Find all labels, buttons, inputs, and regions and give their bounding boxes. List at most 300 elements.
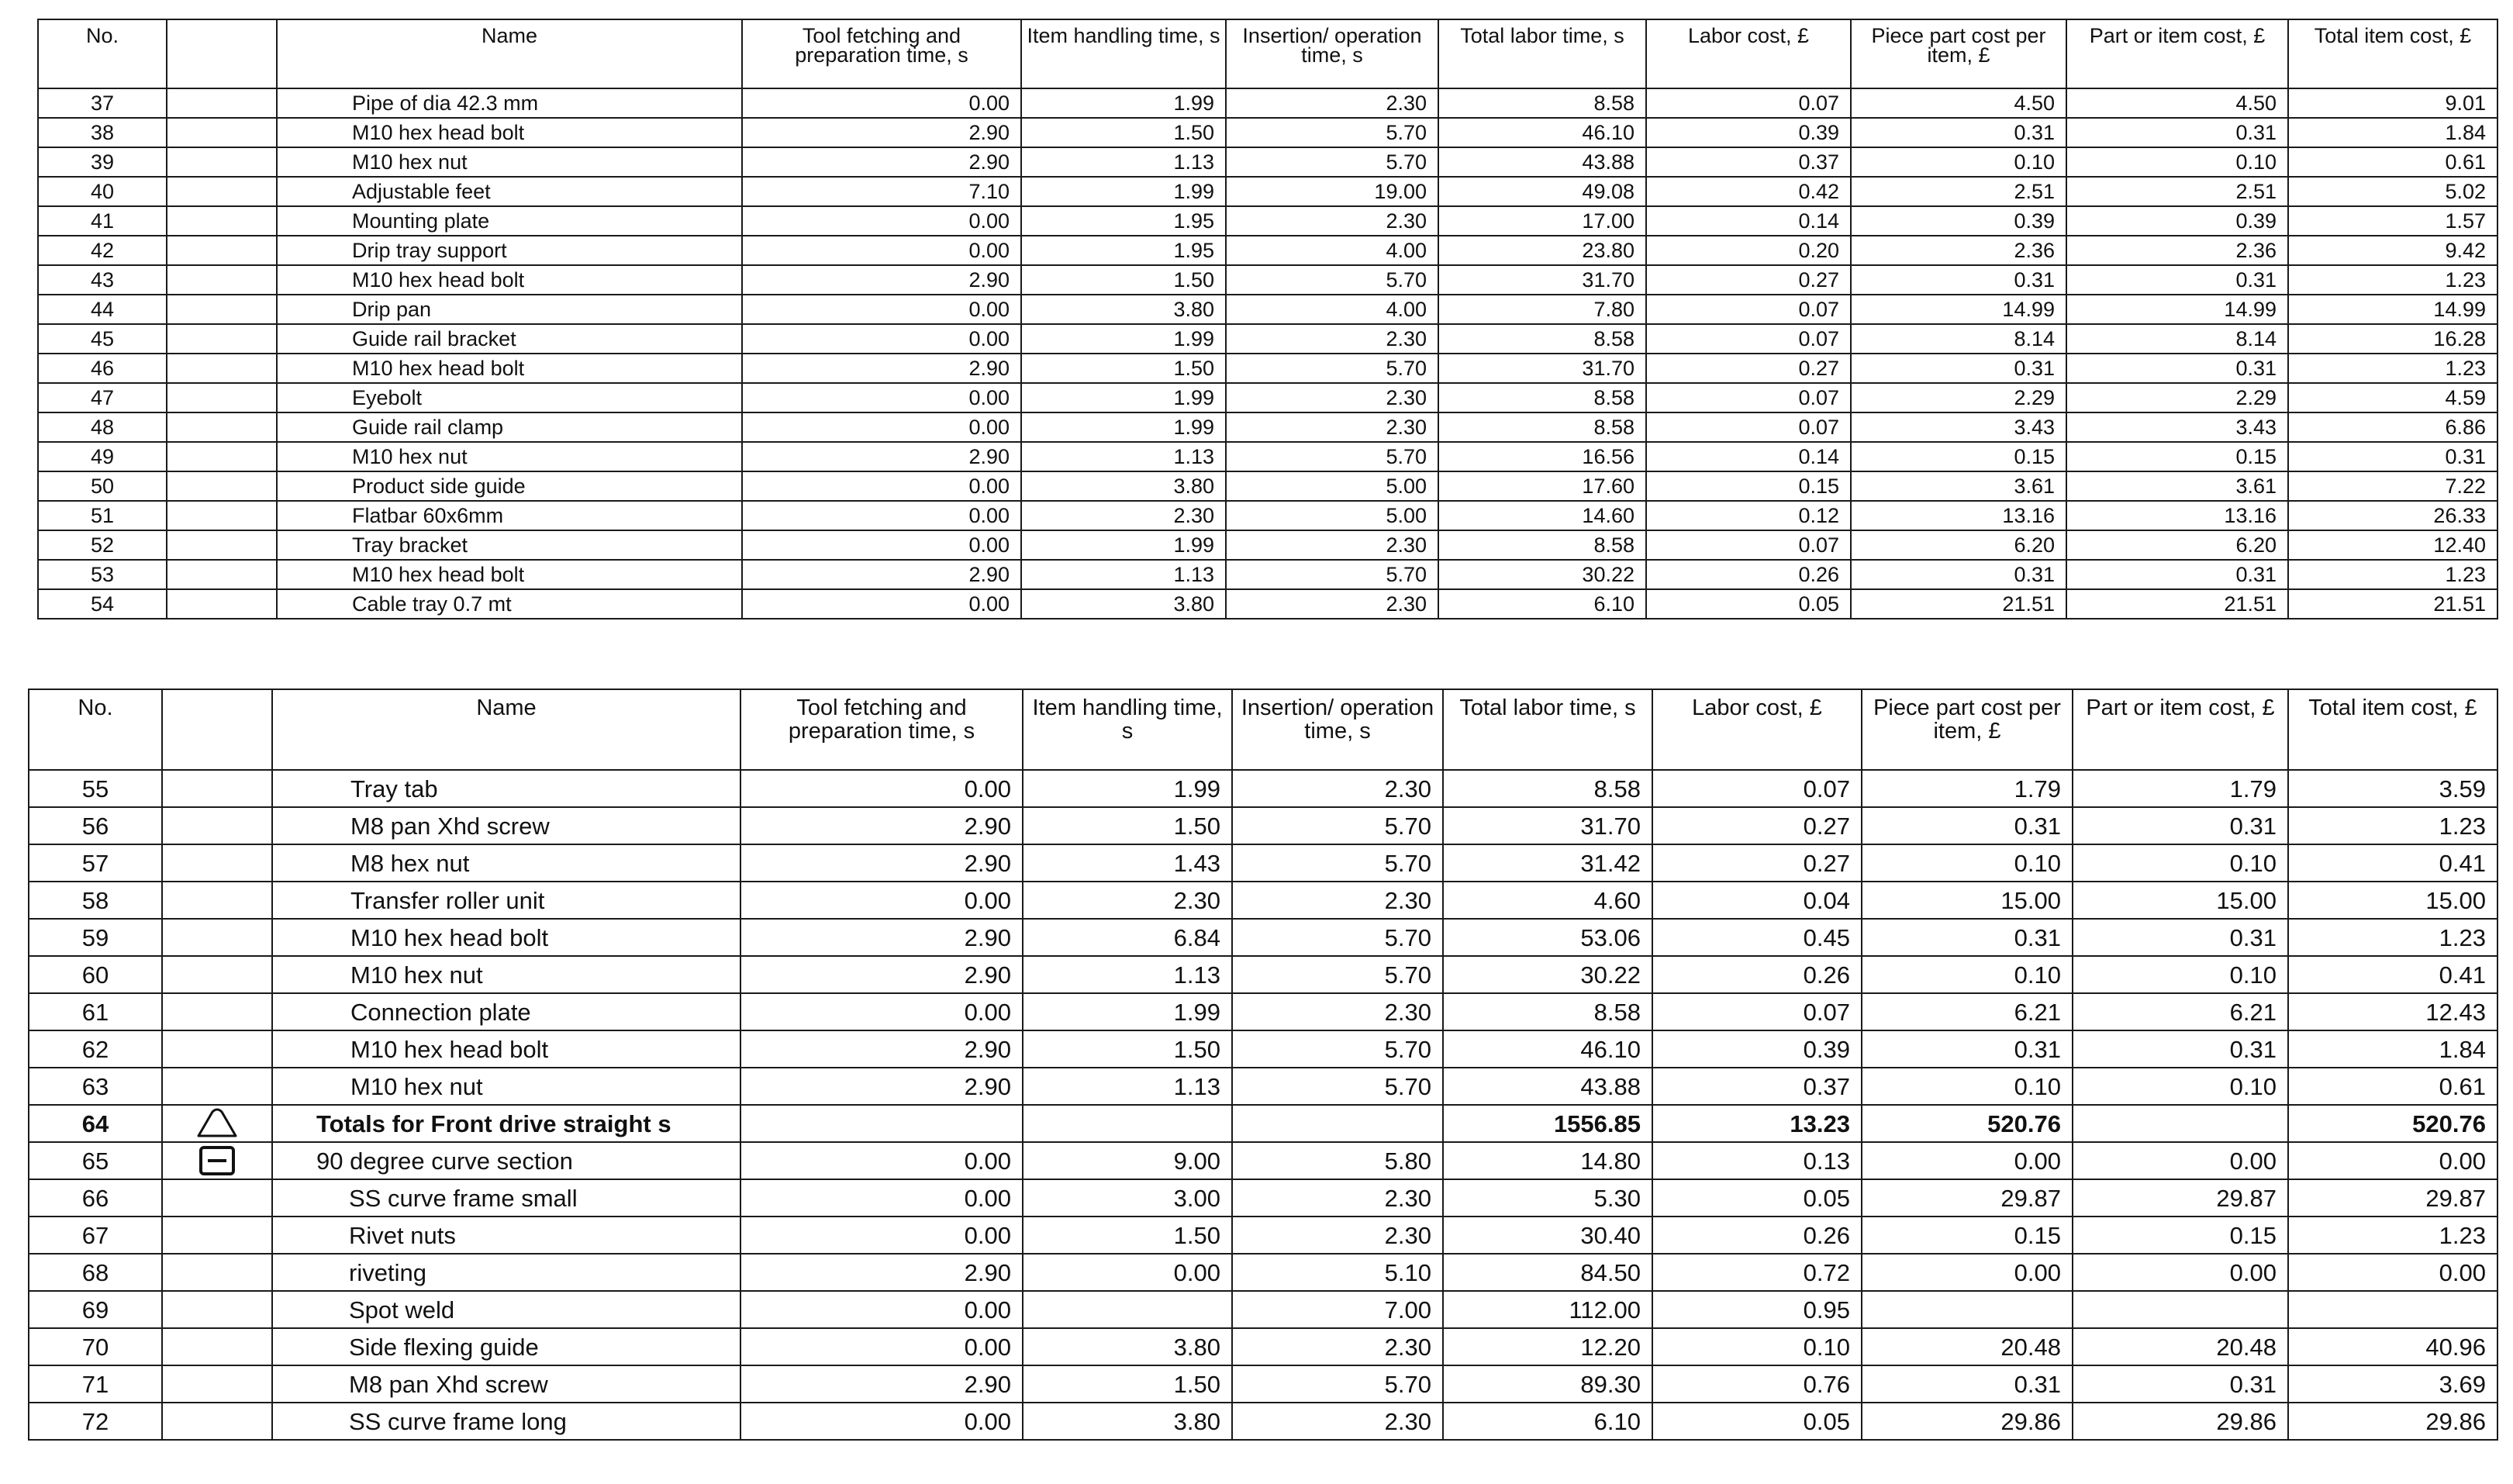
cell-no: 51: [38, 501, 167, 530]
cell-part-cost: [2073, 1291, 2288, 1328]
cell-icon: [167, 177, 277, 206]
cell-piece-cost: 0.31: [1862, 1030, 2073, 1068]
cell-total-cost: [2288, 1291, 2497, 1328]
cell-tool-time: 0.00: [742, 236, 1021, 265]
cell-part-cost: 0.31: [2066, 265, 2288, 295]
table-row: [38, 589, 2497, 619]
cell-total-cost: 15.00: [2288, 882, 2497, 919]
cell-piece-cost: 0.15: [1851, 442, 2066, 471]
col-header-icon: [162, 689, 272, 770]
cell-insertion-time: 2.30: [1232, 1179, 1443, 1217]
cell-icon: [167, 147, 277, 177]
cell-insertion-time: 2.30: [1226, 383, 1438, 412]
cell-total-cost: 9.42: [2288, 236, 2497, 265]
cell-handling-time: 1.50: [1021, 354, 1226, 383]
cell-part-cost: 14.99: [2066, 295, 2288, 324]
cell-insertion-time: 2.30: [1226, 206, 1438, 236]
cell-icon: [162, 1030, 272, 1068]
cell-tool-time: 0.00: [740, 770, 1023, 807]
col-header-part-cost: Part or item cost, £: [2073, 689, 2288, 770]
cell-handling-time: 1.99: [1021, 177, 1226, 206]
cell-piece-cost: 2.29: [1851, 383, 2066, 412]
cell-piece-cost: 0.31: [1851, 560, 2066, 589]
col-header-no: No.: [38, 19, 167, 88]
cell-tool-time: 2.90: [742, 118, 1021, 147]
cell-labor-time: 8.58: [1438, 530, 1646, 560]
cost-table-2: [28, 689, 2498, 1441]
cell-tool-time: 2.90: [740, 807, 1023, 844]
table-row: [29, 1328, 2497, 1365]
cell-part-cost: 2.36: [2066, 236, 2288, 265]
cell-total-cost: 9.01: [2288, 88, 2497, 118]
cell-total-cost: 5.02: [2288, 177, 2497, 206]
cell-labor-time: 23.80: [1438, 236, 1646, 265]
cell-handling-time: 1.99: [1021, 88, 1226, 118]
cell-handling-time: 1.99: [1021, 383, 1226, 412]
cell-icon: [167, 206, 277, 236]
cell-part-cost: 0.31: [2073, 1030, 2288, 1068]
cell-labor-cost: 0.10: [1652, 1328, 1862, 1365]
cell-total-cost: 12.43: [2288, 993, 2497, 1030]
cell-total-cost: 12.40: [2288, 530, 2497, 560]
cell-insertion-time: 5.70: [1226, 147, 1438, 177]
cell-labor-time: 31.70: [1443, 807, 1652, 844]
cell-part-cost: 0.39: [2066, 206, 2288, 236]
cell-handling-time: 1.99: [1021, 324, 1226, 354]
cell-part-cost: 20.48: [2073, 1328, 2288, 1365]
cell-labor-time: 6.10: [1438, 589, 1646, 619]
cell-insertion-time: 2.30: [1226, 530, 1438, 560]
cell-no: 60: [29, 956, 162, 993]
cell-labor-time: 46.10: [1443, 1030, 1652, 1068]
cell-no: 69: [29, 1291, 162, 1328]
cell-labor-cost: 0.27: [1652, 844, 1862, 882]
cell-handling-time: 1.13: [1023, 1068, 1232, 1105]
table-row: [38, 206, 2497, 236]
cell-total-cost: 1.23: [2288, 1217, 2497, 1254]
cell-no: 66: [29, 1179, 162, 1217]
cell-name: M10 hex nut: [277, 147, 742, 177]
cell-labor-time: 7.80: [1438, 295, 1646, 324]
cell-icon: [167, 88, 277, 118]
cell-no: 64: [29, 1105, 162, 1142]
cell-labor-cost: 0.07: [1652, 993, 1862, 1030]
cell-insertion-time: 2.30: [1232, 1328, 1443, 1365]
cell-tool-time: 2.90: [742, 354, 1021, 383]
cell-total-cost: 1.57: [2288, 206, 2497, 236]
cell-icon: [162, 1365, 272, 1403]
cell-insertion-time: 2.30: [1232, 1403, 1443, 1440]
table-row: [38, 412, 2497, 442]
table-row: [29, 1365, 2497, 1403]
cell-tool-time: 0.00: [742, 88, 1021, 118]
cell-labor-time: 16.56: [1438, 442, 1646, 471]
cell-labor-time: 89.30: [1443, 1365, 1652, 1403]
table-2-body: [29, 770, 2497, 1440]
col-header-total-cost: Total item cost, £: [2288, 19, 2497, 88]
col-header-handling-time: Item handling time, s: [1023, 689, 1232, 770]
cell-piece-cost: 0.31: [1851, 354, 2066, 383]
header-row: [38, 19, 2497, 88]
cell-name: M10 hex nut: [277, 442, 742, 471]
cell-icon: [162, 1403, 272, 1440]
table-row: [29, 844, 2497, 882]
cell-icon: [162, 770, 272, 807]
cell-icon: [167, 471, 277, 501]
cell-labor-time: 53.06: [1443, 919, 1652, 956]
collapse-box-icon[interactable]: [174, 1145, 261, 1176]
cell-labor-cost: 0.05: [1646, 589, 1851, 619]
cell-no: 70: [29, 1328, 162, 1365]
cell-tool-time: 0.00: [740, 1217, 1023, 1254]
cell-total-cost: 3.59: [2288, 770, 2497, 807]
cell-tool-time: 2.90: [740, 1254, 1023, 1291]
cell-insertion-time: 5.70: [1226, 560, 1438, 589]
cell-part-cost: 0.31: [2073, 919, 2288, 956]
cell-insertion-time: 2.30: [1226, 412, 1438, 442]
cell-total-cost: 26.33: [2288, 501, 2497, 530]
cell-icon: [162, 1068, 272, 1105]
cell-insertion-time: 5.70: [1226, 118, 1438, 147]
cell-labor-cost: 0.07: [1646, 530, 1851, 560]
col-header-piece-cost: Piece part cost per item, £: [1851, 19, 2066, 88]
cell-tool-time: 2.90: [740, 1365, 1023, 1403]
cell-piece-cost: 0.39: [1851, 206, 2066, 236]
col-header-total-cost: Total item cost, £: [2288, 689, 2497, 770]
cell-total-cost: 6.86: [2288, 412, 2497, 442]
col-header-part-cost: Part or item cost, £: [2066, 19, 2288, 88]
cell-part-cost: 13.16: [2066, 501, 2288, 530]
cell-no: 58: [29, 882, 162, 919]
cell-tool-time: 0.00: [742, 383, 1021, 412]
col-header-insertion-time: Insertion/ operation time, s: [1226, 19, 1438, 88]
table-row: [29, 1254, 2497, 1291]
cell-labor-time: 12.20: [1443, 1328, 1652, 1365]
cell-part-cost: 0.15: [2066, 442, 2288, 471]
cell-labor-cost: 0.27: [1646, 354, 1851, 383]
cell-total-cost: 1.23: [2288, 807, 2497, 844]
cell-icon: [167, 560, 277, 589]
cell-part-cost: 1.79: [2073, 770, 2288, 807]
cell-labor-cost: 13.23: [1652, 1105, 1862, 1142]
cell-icon: [162, 844, 272, 882]
cell-total-cost: 21.51: [2288, 589, 2497, 619]
cell-labor-cost: 0.07: [1646, 383, 1851, 412]
cell-part-cost: 2.51: [2066, 177, 2288, 206]
table-row: [38, 560, 2497, 589]
cell-name: M10 hex nut: [272, 1068, 740, 1105]
cell-labor-cost: 0.37: [1646, 147, 1851, 177]
cell-name: Eyebolt: [277, 383, 742, 412]
cell-name: riveting: [272, 1254, 740, 1291]
cell-name: M10 hex head bolt: [277, 560, 742, 589]
table-row: [29, 1105, 2497, 1142]
cell-icon: [167, 295, 277, 324]
cell-labor-cost: 0.05: [1652, 1403, 1862, 1440]
cell-handling-time: 1.50: [1021, 265, 1226, 295]
cell-part-cost: 4.50: [2066, 88, 2288, 118]
table-row: [38, 295, 2497, 324]
cell-labor-cost: 0.07: [1646, 295, 1851, 324]
cell-piece-cost: 0.00: [1862, 1254, 2073, 1291]
cell-icon: [167, 265, 277, 295]
cell-total-cost: 520.76: [2288, 1105, 2497, 1142]
cell-no: 63: [29, 1068, 162, 1105]
cell-insertion-time: 5.70: [1226, 442, 1438, 471]
cell-labor-cost: 0.07: [1646, 324, 1851, 354]
cell-icon: [162, 1217, 272, 1254]
cell-piece-cost: 0.31: [1862, 1365, 2073, 1403]
cell-labor-time: 112.00: [1443, 1291, 1652, 1328]
cell-piece-cost: 2.36: [1851, 236, 2066, 265]
cell-part-cost: 0.10: [2073, 844, 2288, 882]
cell-piece-cost: 0.10: [1862, 956, 2073, 993]
cell-insertion-time: 5.70: [1232, 1365, 1443, 1403]
table-row: [38, 177, 2497, 206]
cell-piece-cost: 0.00: [1862, 1142, 2073, 1179]
cell-part-cost: 0.15: [2073, 1217, 2288, 1254]
cell-part-cost: 0.31: [2066, 560, 2288, 589]
cell-labor-time: 6.10: [1443, 1403, 1652, 1440]
cell-tool-time: 7.10: [742, 177, 1021, 206]
cell-labor-cost: 0.07: [1646, 88, 1851, 118]
cell-insertion-time: 5.70: [1232, 919, 1443, 956]
col-header-insertion-time: Insertion/ operation time, s: [1232, 689, 1443, 770]
cell-tool-time: 2.90: [740, 1030, 1023, 1068]
cell-labor-cost: 0.26: [1646, 560, 1851, 589]
cell-handling-time: 3.80: [1021, 295, 1226, 324]
cell-labor-time: 31.70: [1438, 265, 1646, 295]
cell-total-cost: 4.59: [2288, 383, 2497, 412]
cell-tool-time: 2.90: [740, 956, 1023, 993]
cell-handling-time: 1.99: [1021, 530, 1226, 560]
cell-name: SS curve frame long: [272, 1403, 740, 1440]
cell-total-cost: 7.22: [2288, 471, 2497, 501]
cell-tool-time: 2.90: [742, 560, 1021, 589]
col-header-no: No.: [29, 689, 162, 770]
cell-labor-time: 31.70: [1438, 354, 1646, 383]
cell-labor-cost: 0.76: [1652, 1365, 1862, 1403]
cell-labor-time: 43.88: [1438, 147, 1646, 177]
cell-part-cost: 0.31: [2073, 807, 2288, 844]
cell-icon: [162, 1254, 272, 1291]
cell-labor-time: 8.58: [1443, 770, 1652, 807]
cell-handling-time: 1.43: [1023, 844, 1232, 882]
cell-labor-time: 8.58: [1438, 324, 1646, 354]
table-row: [29, 882, 2497, 919]
cell-handling-time: 1.99: [1023, 993, 1232, 1030]
cell-piece-cost: 0.10: [1862, 844, 2073, 882]
cell-labor-cost: 0.45: [1652, 919, 1862, 956]
triangle-icon[interactable]: [174, 1108, 261, 1139]
cell-piece-cost: 29.86: [1862, 1403, 2073, 1440]
cell-icon: [167, 354, 277, 383]
cell-handling-time: 1.50: [1023, 1030, 1232, 1068]
cell-tool-time: 2.90: [742, 442, 1021, 471]
cell-tool-time: 2.90: [740, 919, 1023, 956]
cell-tool-time: 0.00: [740, 1291, 1023, 1328]
cell-icon: [162, 993, 272, 1030]
col-header-name: Name: [272, 689, 740, 770]
cell-name: M10 hex head bolt: [277, 354, 742, 383]
cell-labor-time: 14.60: [1438, 501, 1646, 530]
header-row: [29, 689, 2497, 770]
cell-name: SS curve frame small: [272, 1179, 740, 1217]
cell-labor-time: 17.60: [1438, 471, 1646, 501]
cell-name: Drip tray support: [277, 236, 742, 265]
cell-tool-time: 0.00: [740, 993, 1023, 1030]
col-header-labor-time: Total labor time, s: [1438, 19, 1646, 88]
cell-name: Spot weld: [272, 1291, 740, 1328]
table-row: [29, 1179, 2497, 1217]
cell-no: 56: [29, 807, 162, 844]
cell-tool-time: 0.00: [742, 530, 1021, 560]
table-row: [38, 471, 2497, 501]
cell-total-cost: 0.61: [2288, 1068, 2497, 1105]
cell-no: 50: [38, 471, 167, 501]
cell-insertion-time: 2.30: [1232, 993, 1443, 1030]
col-header-piece-cost: Piece part cost per item, £: [1862, 689, 2073, 770]
cell-insertion-time: 2.30: [1226, 589, 1438, 619]
cell-insertion-time: 4.00: [1226, 295, 1438, 324]
cell-tool-time: 0.00: [740, 1328, 1023, 1365]
cell-labor-cost: 0.14: [1646, 206, 1851, 236]
cell-piece-cost: 0.31: [1862, 919, 2073, 956]
cell-part-cost: 0.31: [2066, 118, 2288, 147]
cell-part-cost: 21.51: [2066, 589, 2288, 619]
cell-insertion-time: 2.30: [1226, 88, 1438, 118]
cell-insertion-time: 2.30: [1232, 1217, 1443, 1254]
cell-handling-time: [1023, 1105, 1232, 1142]
cell-piece-cost: 6.20: [1851, 530, 2066, 560]
cell-labor-cost: 0.39: [1652, 1030, 1862, 1068]
table-row: [29, 1068, 2497, 1105]
cell-piece-cost: 520.76: [1862, 1105, 2073, 1142]
cell-insertion-time: 5.70: [1226, 354, 1438, 383]
cell-handling-time: 1.95: [1021, 236, 1226, 265]
cell-labor-cost: 0.42: [1646, 177, 1851, 206]
cell-piece-cost: 0.15: [1862, 1217, 2073, 1254]
cell-piece-cost: 15.00: [1862, 882, 2073, 919]
cell-icon: [167, 589, 277, 619]
cell-no: 68: [29, 1254, 162, 1291]
cost-table-1: [37, 19, 2498, 619]
cell-no: 54: [38, 589, 167, 619]
cell-tool-time: 0.00: [742, 471, 1021, 501]
cell-no: 47: [38, 383, 167, 412]
cell-labor-cost: 0.05: [1652, 1179, 1862, 1217]
cell-name: Totals for Front drive straight s: [272, 1105, 740, 1142]
cell-labor-time: 84.50: [1443, 1254, 1652, 1291]
cell-labor-time: 8.58: [1438, 88, 1646, 118]
cell-piece-cost: 14.99: [1851, 295, 2066, 324]
cell-labor-time: 8.58: [1443, 993, 1652, 1030]
cell-name: Transfer roller unit: [272, 882, 740, 919]
table-row: [29, 993, 2497, 1030]
cell-total-cost: 0.41: [2288, 956, 2497, 993]
cell-labor-cost: 0.07: [1646, 412, 1851, 442]
cell-no: 57: [29, 844, 162, 882]
table-row: [29, 1291, 2497, 1328]
cell-piece-cost: [1862, 1291, 2073, 1328]
cell-part-cost: 29.86: [2073, 1403, 2288, 1440]
cell-total-cost: 40.96: [2288, 1328, 2497, 1365]
table-row: [29, 956, 2497, 993]
cell-piece-cost: 3.43: [1851, 412, 2066, 442]
cell-no: 65: [29, 1142, 162, 1179]
cell-handling-time: 1.50: [1023, 1217, 1232, 1254]
cell-name: M10 hex head bolt: [277, 118, 742, 147]
cell-tool-time: 0.00: [742, 589, 1021, 619]
cell-piece-cost: 20.48: [1862, 1328, 2073, 1365]
cell-total-cost: 0.00: [2288, 1254, 2497, 1291]
cell-no: 42: [38, 236, 167, 265]
cell-tool-time: 0.00: [742, 206, 1021, 236]
cell-handling-time: 3.80: [1023, 1403, 1232, 1440]
col-header-tool-time: Tool fetching and preparation time, s: [742, 19, 1021, 88]
cell-labor-cost: 0.20: [1646, 236, 1851, 265]
cell-part-cost: 0.00: [2073, 1254, 2288, 1291]
cell-piece-cost: 0.10: [1851, 147, 2066, 177]
cell-name: Tray bracket: [277, 530, 742, 560]
cell-part-cost: 0.31: [2066, 354, 2288, 383]
table-row: [38, 324, 2497, 354]
cell-tool-time: 0.00: [742, 412, 1021, 442]
cell-total-cost: 29.86: [2288, 1403, 2497, 1440]
cell-no: 48: [38, 412, 167, 442]
cell-no: 67: [29, 1217, 162, 1254]
cell-insertion-time: 4.00: [1226, 236, 1438, 265]
cell-insertion-time: 5.70: [1232, 844, 1443, 882]
cell-icon: [167, 118, 277, 147]
table-row: [38, 236, 2497, 265]
cell-piece-cost: 21.51: [1851, 589, 2066, 619]
cell-handling-time: 1.99: [1021, 412, 1226, 442]
cell-name: M10 hex head bolt: [272, 1030, 740, 1068]
cell-handling-time: 1.13: [1023, 956, 1232, 993]
cell-insertion-time: 5.70: [1232, 1068, 1443, 1105]
cell-insertion-time: 5.70: [1232, 807, 1443, 844]
cell-no: 59: [29, 919, 162, 956]
col-header-name: Name: [277, 19, 742, 88]
cell-labor-cost: 0.14: [1646, 442, 1851, 471]
cell-no: 45: [38, 324, 167, 354]
cell-name: Cable tray 0.7 mt: [277, 589, 742, 619]
cell-tool-time: 2.90: [742, 147, 1021, 177]
cell-no: 61: [29, 993, 162, 1030]
cell-labor-time: 4.60: [1443, 882, 1652, 919]
table-row: [29, 1030, 2497, 1068]
cell-icon: [162, 1179, 272, 1217]
cell-no: 49: [38, 442, 167, 471]
cell-total-cost: 14.99: [2288, 295, 2497, 324]
cell-labor-cost: 0.04: [1652, 882, 1862, 919]
cell-insertion-time: 2.30: [1226, 324, 1438, 354]
cell-labor-time: 1556.85: [1443, 1105, 1652, 1142]
cell-total-cost: 0.41: [2288, 844, 2497, 882]
cell-total-cost: 0.31: [2288, 442, 2497, 471]
cell-name: Rivet nuts: [272, 1217, 740, 1254]
col-header-labor-time: Total labor time, s: [1443, 689, 1652, 770]
cell-piece-cost: 6.21: [1862, 993, 2073, 1030]
cell-icon: [162, 919, 272, 956]
table-row: [38, 530, 2497, 560]
table-row: [29, 1217, 2497, 1254]
cell-name: M10 hex nut: [272, 956, 740, 993]
cell-part-cost: 0.31: [2073, 1365, 2288, 1403]
cell-piece-cost: 29.87: [1862, 1179, 2073, 1217]
cell-no: 52: [38, 530, 167, 560]
